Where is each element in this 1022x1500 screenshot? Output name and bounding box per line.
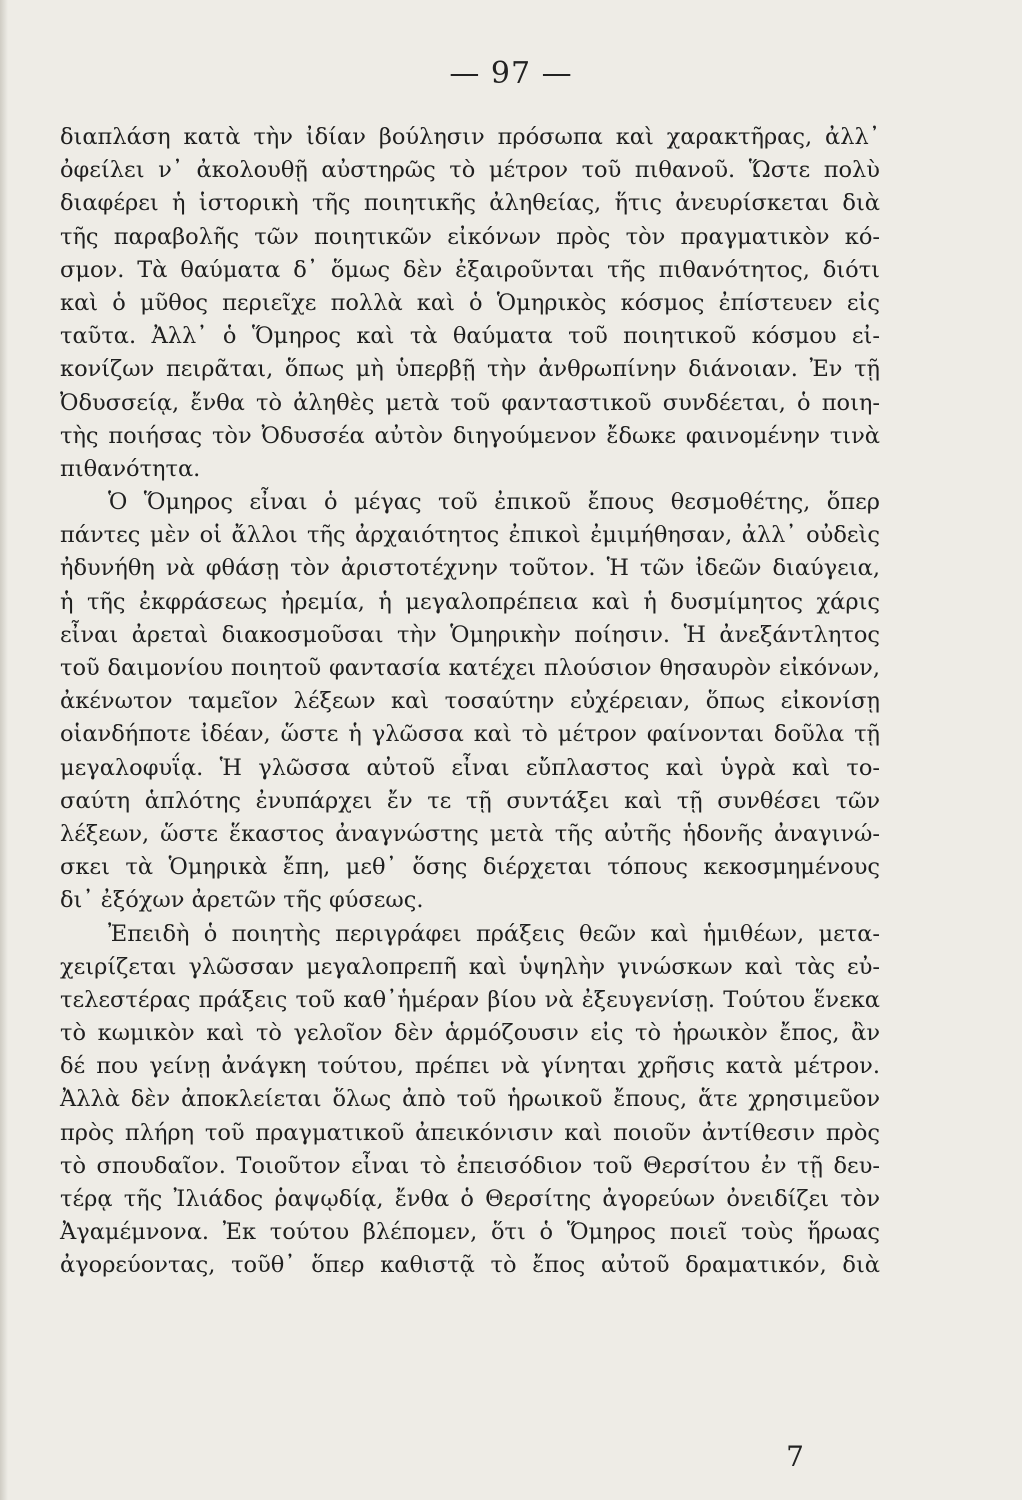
text-line: τελεστέρας πράξεις τοῦ καθ᾽ἡμέραν βίου νὰ ἐξευγενίσῃ. Τούτου ἕνεκα <box>60 986 880 1013</box>
text-line: δι᾽ ἐξόχων ἀρετῶν τῆς φύσεως. <box>60 887 424 914</box>
signature-mark: 7 <box>786 1440 804 1473</box>
text-line: κονίζων πειρᾶται, ὅπως μὴ ὑπερβῇ τὴν ἀνθρωπίνην διάνοιαν. Ἐν τῇ <box>60 356 880 383</box>
text-line: τῆς παραβολῆς τῶν ποιητικῶν εἰκόνων πρὸς τὸν πραγματικὸν κό- <box>60 223 880 250</box>
text-line: Ἐπειδὴ ὁ ποιητὴς περιγράφει πράξεις θεῶν καὶ ἡμιθέων, μετα- <box>108 920 880 947</box>
text-line: πάντες μὲν οἱ ἄλλοι τῆς ἀρχαιότητος ἐπικοὶ ἐμιμήθησαν, ἀλλ᾽ οὐδεὶς <box>60 522 880 549</box>
text-line: ἠδυνήθη νὰ φθάσῃ τὸν ἀριστοτέχνην τοῦτον. Ἡ τῶν ἰδεῶν διαύγεια, <box>60 555 880 582</box>
text-line: σαύτη ἁπλότης ἐνυπάρχει ἔν τε τῇ συντάξει καὶ τῇ συνθέσει τῶν <box>60 787 880 814</box>
text-line: εἶναι ἀρεταὶ διακοσμοῦσαι τὴν Ὁμηρικὴν ποίησιν. Ἡ ἀνεξάντλητος <box>60 621 880 648</box>
text-line: ἀγορεύοντας, τοῦθ᾽ ὅπερ καθιστᾷ τὸ ἔπος αὐτοῦ δραματικόν, διὰ <box>60 1252 880 1279</box>
text-line: τοῦ δαιμονίου ποιητοῦ φαντασία κατέχει πλούσιον θησαυρὸν εἰκόνων, <box>60 655 880 681</box>
text-line: σκει τὰ Ὁμηρικὰ ἔπη, μεθ᾽ ὅσης διέρχεται τόπους κεκοσμημένους <box>60 854 880 881</box>
text-line: ἀκένωτον ταμεῖον λέξεων καὶ τοσαύτην εὐχέρειαν, ὅπως εἰκονίσῃ <box>60 688 880 715</box>
text-line: δέ που γείνῃ ἀνάγκη τούτου, πρέπει νὰ γίνηται χρῆσις κατὰ μέτρον. <box>60 1053 880 1080</box>
text-line: μεγαλοφυΐᾳ. Ἡ γλῶσσα αὐτοῦ εἶναι εὔπλαστος καὶ ὑγρὰ καὶ το- <box>60 754 880 781</box>
text-line: λέξεων, ὥστε ἕκαστος ἀναγνώστης μετὰ τῆς αὐτῆς ἡδονῆς ἀναγινώ- <box>60 820 880 847</box>
text-line: τέρᾳ τῆς Ἰλιάδος ῥαψῳδίᾳ, ἔνθα ὁ Θερσίτης ἀγορεύων ὀνειδίζει τὸν <box>60 1186 880 1212</box>
text-line: ἡ τῆς ἐκφράσεως ἠρεμία, ἡ μεγαλοπρέπεια καὶ ἡ δυσμίμητος χάρις <box>60 588 880 615</box>
text-line: ὀφείλει ν᾽ ἀκολουθῇ αὐστηρῶς τὸ μέτρον τοῦ πιθανοῦ. Ὥστε πολὺ <box>60 157 880 184</box>
text-line: Ἀλλὰ δὲν ἀποκλείεται ὅλως ἀπὸ τοῦ ἡρωικοῦ ἔπους, ἅτε χρησιμεῦον <box>60 1086 880 1113</box>
text-line: τὴς ποιήσας τὸν Ὀδυσσέα αὐτὸν διηγούμενον ἔδωκε φαινομένην τινὰ <box>60 422 880 449</box>
text-line: Ἀγαμέμνονα. Ἐκ τούτου βλέπομεν, ὅτι ὁ Ὅμηρος ποιεῖ τοὺς ἥρωας <box>60 1219 880 1246</box>
body-text <box>60 121 880 1283</box>
text-line: τὸ κωμικὸν καὶ τὸ γελοῖον δὲν ἁρμόζουσιν εἰς τὸ ἡρωικὸν ἔπος, ἂν <box>60 1020 880 1047</box>
text-line: καὶ ὁ μῦθος περιεῖχε πολλὰ καὶ ὁ Ὁμηρικὸς κόσμος ἐπίστευεν εἰς <box>60 289 880 316</box>
text-line: πιθανότητα. <box>60 455 201 482</box>
text-line: ταῦτα. Ἀλλ᾽ ὁ Ὅμηρος καὶ τὰ θαύματα τοῦ ποιητικοῦ κόσμου εἰ- <box>60 323 880 350</box>
text-line: διαφέρει ἡ ἱστορικὴ τῆς ποιητικῆς ἀληθείας, ἥτις ἀνευρίσκεται διὰ <box>60 190 880 217</box>
text-line: Ὀδυσσείᾳ, ἔνθα τὸ ἀληθὲς μετὰ τοῦ φανταστικοῦ συνδέεται, ὁ ποιη- <box>60 389 880 416</box>
page-number: — 97 — <box>449 56 573 91</box>
text-line: Ὁ Ὅμηρος εἶναι ὁ μέγας τοῦ ἐπικοῦ ἔπους θεσμοθέτης, ὅπερ <box>108 489 880 516</box>
text-line: χειρίζεται γλῶσσαν μεγαλοπρεπῆ καὶ ὑψηλὴν γινώσκων καὶ τὰς εὐ- <box>60 953 880 980</box>
page-edge-shadow <box>0 0 8 1500</box>
text-line: τὸ σπουδαῖον. Τοιοῦτον εἶναι τὸ ἐπεισόδιον τοῦ Θερσίτου ἐν τῇ δευ- <box>60 1152 880 1179</box>
text-line: πρὸς πλήρη τοῦ πραγματικοῦ ἀπεικόνισιν καὶ ποιοῦν ἀντίθεσιν πρὸς <box>60 1119 880 1146</box>
text-line: οἱανδήποτε ἰδέαν, ὥστε ἡ γλῶσσα καὶ τὸ μέτρον φαίνονται δοῦλα τῇ <box>60 721 880 748</box>
text-line: σμον. Τὰ θαύματα δ᾽ ὅμως δὲν ἐξαιροῦνται τῆς πιθανότητος, διότι <box>60 256 880 283</box>
text-line: διαπλάση κατὰ τὴν ἰδίαν βούλησιν πρόσωπα καὶ χαρακτῆρας, ἀλλ᾽ <box>60 124 880 150</box>
